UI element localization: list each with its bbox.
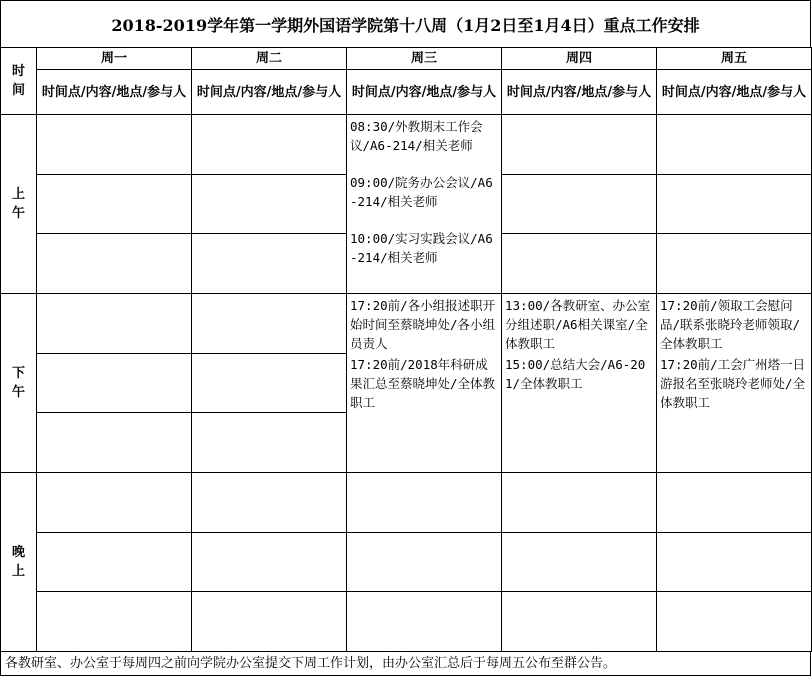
day-header-wed: 周三 <box>347 48 502 70</box>
cell-mon-morning <box>37 115 192 294</box>
event-entry: 13:00/各教研室、办公室分组述职/A6相关课室/全体教职工 <box>505 298 651 351</box>
time-label-1: 时 <box>11 64 25 79</box>
event-entry: 17:20前/各小组报述职开始时间至蔡晓坤处/各小组员责人 <box>350 298 496 351</box>
day-header-thu: 周四 <box>502 48 657 70</box>
cell-thu-afternoon <box>502 294 657 473</box>
event-entry: 17:20前/2018年科研成果汇总至蔡晓坤处/全体教职工 <box>350 357 496 410</box>
event-entry: 10:00/实习实践会议/A6-214/相关老师 <box>350 231 493 265</box>
day-header-mon: 周一 <box>37 48 192 70</box>
cell-thu-evening <box>502 473 657 652</box>
afternoon-label-2: 午 <box>11 385 25 400</box>
sub-header-fri: 时间点/内容/地点/参与人 <box>657 70 812 115</box>
page-title: 2018-2019学年第一学期外国语学院第十八周（1月2日至1月4日）重点工作安排 <box>0 0 811 48</box>
sub-header-tue: 时间点/内容/地点/参与人 <box>192 70 347 115</box>
morning-label-1: 上 <box>11 187 25 202</box>
afternoon-label-1: 下 <box>11 366 25 381</box>
cell-mon-afternoon <box>37 294 192 473</box>
cell-fri-evening <box>657 473 812 652</box>
sub-header-thu: 时间点/内容/地点/参与人 <box>502 70 657 115</box>
period-evening <box>1 473 37 652</box>
cell-thu-morning <box>502 115 657 294</box>
morning-label-2: 午 <box>11 206 25 221</box>
period-morning <box>1 115 37 294</box>
cell-tue-afternoon <box>192 294 347 473</box>
cell-mon-evening <box>37 473 192 652</box>
evening-label-1: 晚 <box>11 545 25 560</box>
cell-wed-morning <box>347 115 502 294</box>
time-label-2: 间 <box>11 83 25 98</box>
schedule-table <box>0 47 812 652</box>
footer-note: 各教研室、办公室于每周四之前向学院办公室提交下周工作计划，由办公室汇总后于每周五公布至群公告。 <box>0 652 811 676</box>
period-afternoon <box>1 294 37 473</box>
cell-wed-evening <box>347 473 502 652</box>
time-header-cell <box>1 48 37 115</box>
evening-label-2: 上 <box>11 564 25 579</box>
day-header-tue: 周二 <box>192 48 347 70</box>
sub-header-mon: 时间点/内容/地点/参与人 <box>37 70 192 115</box>
event-entry: 08:30/外教期末工作会议/A6-214/相关老师 <box>350 119 483 153</box>
cell-fri-afternoon <box>657 294 812 473</box>
sub-header-wed: 时间点/内容/地点/参与人 <box>347 70 502 115</box>
event-entry: 09:00/院务办公会议/A6-214/相关老师 <box>350 175 493 209</box>
cell-tue-evening <box>192 473 347 652</box>
day-header-fri: 周五 <box>657 48 812 70</box>
cell-tue-morning <box>192 115 347 294</box>
event-entry: 17:20前/工会广州塔一日游报名至张晓玲老师处/全体教职工 <box>660 357 806 410</box>
cell-wed-afternoon <box>347 294 502 473</box>
event-entry: 17:20前/领取工会慰问品/联系张晓玲老师领取/全体教职工 <box>660 298 801 351</box>
event-entry: 15:00/总结大会/A6-201/全体教职工 <box>505 357 646 391</box>
cell-fri-morning <box>657 115 812 294</box>
